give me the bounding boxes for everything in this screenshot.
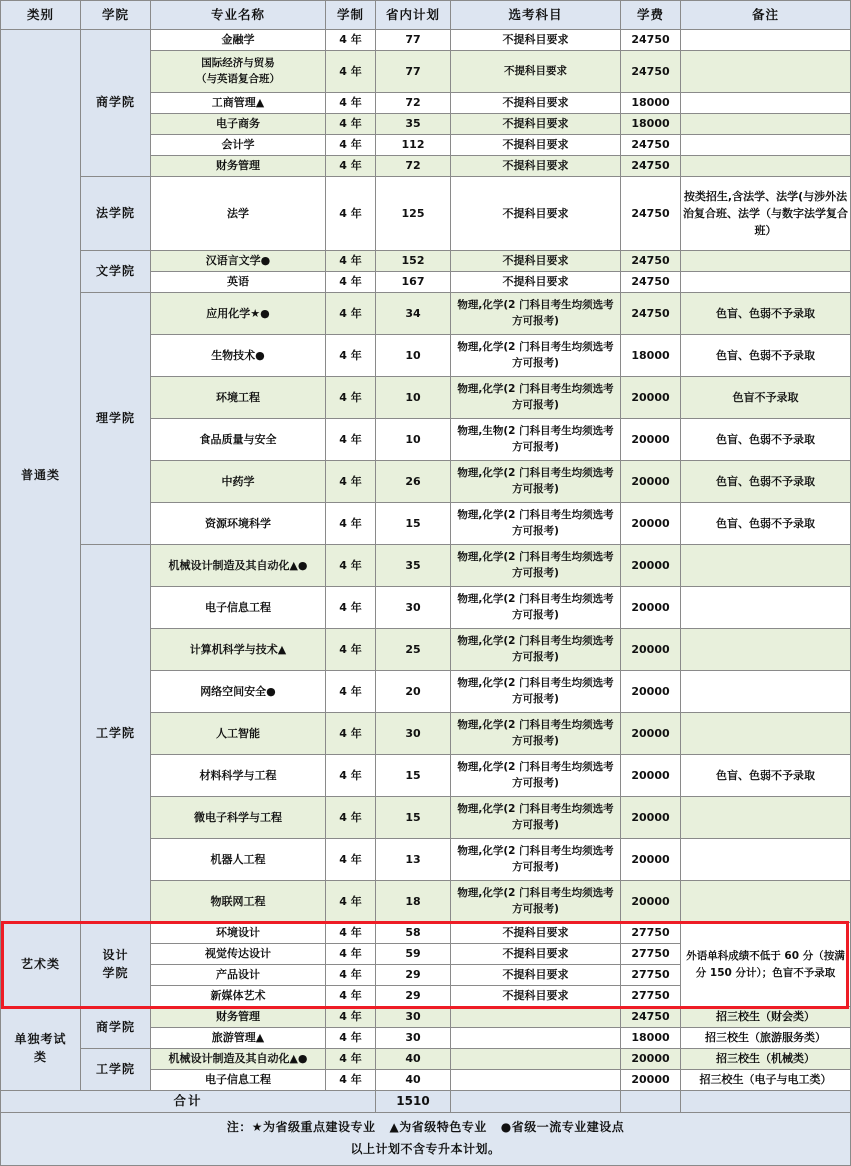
footer-mark-1: ▲为省级特色专业 — [389, 1120, 487, 1134]
footer-note-line2: 以上计划不含专升本计划。 — [350, 1141, 501, 1156]
tuition-cell: 20000 — [621, 419, 681, 461]
tuition-cell: 24750 — [621, 51, 681, 93]
duration-cell: 4 年 — [326, 755, 376, 797]
provincial-plan-cell: 167 — [376, 272, 451, 293]
major-name-cell: 法学 — [151, 177, 326, 251]
major-name-cell: 产品设计 — [151, 965, 326, 986]
elective-subject-cell — [451, 1049, 621, 1070]
total-blank-remark — [681, 1091, 851, 1113]
remark-cell: 色盲、色弱不予录取 — [681, 335, 851, 377]
tuition-cell: 24750 — [621, 156, 681, 177]
footer-note-row — [1, 1113, 851, 1166]
elective-subject-cell: 物理,化学(2 门科目考生均须选考方可报考) — [451, 335, 621, 377]
duration-cell: 4 年 — [326, 1049, 376, 1070]
provincial-plan-cell: 29 — [376, 986, 451, 1007]
elective-subject-cell: 物理,化学(2 门科目考生均须选考方可报考) — [451, 797, 621, 839]
major-name-cell: 材料科学与工程 — [151, 755, 326, 797]
table-row — [1, 30, 851, 51]
elective-subject-cell: 不提科目要求 — [451, 93, 621, 114]
major-name-cell: 电子商务 — [151, 114, 326, 135]
major-name-cell: 资源环境科学 — [151, 503, 326, 545]
duration-cell: 4 年 — [326, 135, 376, 156]
provincial-plan-cell: 26 — [376, 461, 451, 503]
elective-subject-cell: 物理,化学(2 门科目考生均须选考方可报考) — [451, 671, 621, 713]
tuition-cell: 20000 — [621, 839, 681, 881]
elective-subject-cell — [451, 1007, 621, 1028]
tuition-cell: 20000 — [621, 671, 681, 713]
column-header-tuition: 学费 — [621, 1, 681, 30]
remark-cell — [681, 272, 851, 293]
elective-subject-cell: 不提科目要求 — [451, 156, 621, 177]
major-name-cell: 机械设计制造及其自动化▲● — [151, 545, 326, 587]
tuition-cell: 18000 — [621, 1028, 681, 1049]
tuition-cell: 24750 — [621, 293, 681, 335]
tuition-cell: 27750 — [621, 923, 681, 944]
footer-note-line1: 注：★为省级重点建设专业 ▲为省级特色专业 ●省级一流专业建设点 — [226, 1120, 625, 1134]
remark-cell — [681, 797, 851, 839]
table-row — [1, 923, 851, 944]
duration-cell: 4 年 — [326, 713, 376, 755]
elective-subject-cell: 物理,化学(2 门科目考生均须选考方可报考) — [451, 545, 621, 587]
major-name-cell: 金融学 — [151, 30, 326, 51]
remark-cell — [681, 251, 851, 272]
major-name-cell: 财务管理 — [151, 156, 326, 177]
table-row — [1, 1007, 851, 1028]
footer-note-cell — [1, 1113, 851, 1166]
remark-cell: 色盲、色弱不予录取 — [681, 293, 851, 335]
provincial-plan-cell: 40 — [376, 1049, 451, 1070]
category-cell-0: 普通类 — [1, 30, 81, 923]
tuition-cell: 18000 — [621, 114, 681, 135]
provincial-plan-cell: 15 — [376, 503, 451, 545]
table-header — [1, 1, 851, 30]
tuition-cell: 24750 — [621, 1007, 681, 1028]
remark-cell — [681, 629, 851, 671]
elective-subject-cell: 不提科目要求 — [451, 114, 621, 135]
remark-cell — [681, 671, 851, 713]
elective-subject-cell: 物理,化学(2 门科目考生均须选考方可报考) — [451, 713, 621, 755]
major-name-cell: 新媒体艺术 — [151, 986, 326, 1007]
provincial-plan-cell: 13 — [376, 839, 451, 881]
column-header-duration: 学制 — [326, 1, 376, 30]
duration-cell: 4 年 — [326, 986, 376, 1007]
remark-cell: 按类招生,含法学、法学(与涉外法治复合班、法学（与数字法学复合班） — [681, 177, 851, 251]
column-header-college: 学院 — [81, 1, 151, 30]
provincial-plan-cell: 58 — [376, 923, 451, 944]
tuition-cell: 24750 — [621, 135, 681, 156]
remark-cell — [681, 156, 851, 177]
tuition-cell: 27750 — [621, 986, 681, 1007]
remark-cell: 招三校生（机械类） — [681, 1049, 851, 1070]
duration-cell: 4 年 — [326, 114, 376, 135]
duration-cell: 4 年 — [326, 293, 376, 335]
tuition-cell: 20000 — [621, 377, 681, 419]
duration-cell: 4 年 — [326, 545, 376, 587]
provincial-plan-cell: 10 — [376, 419, 451, 461]
remark-cell — [681, 135, 851, 156]
elective-subject-cell: 不提科目要求 — [451, 135, 621, 156]
header-row — [1, 1, 851, 30]
elective-subject-cell: 物理,化学(2 门科目考生均须选考方可报考) — [451, 587, 621, 629]
college-cell: 理学院 — [81, 293, 151, 545]
major-name-cell: 机器人工程 — [151, 839, 326, 881]
major-name-cell: 应用化学★● — [151, 293, 326, 335]
elective-subject-cell: 物理,生物(2 门科目考生均须选考方可报考) — [451, 419, 621, 461]
remark-cell: 色盲、色弱不予录取 — [681, 419, 851, 461]
elective-subject-cell: 不提科目要求 — [451, 30, 621, 51]
duration-cell: 4 年 — [326, 1028, 376, 1049]
college-cell: 工学院 — [81, 1049, 151, 1091]
provincial-plan-cell: 30 — [376, 1028, 451, 1049]
elective-subject-cell: 物理,化学(2 门科目考生均须选考方可报考) — [451, 881, 621, 923]
duration-cell: 4 年 — [326, 1007, 376, 1028]
category-cell-2: 单独考试 类 — [1, 1007, 81, 1091]
duration-cell: 4 年 — [326, 965, 376, 986]
provincial-plan-cell: 30 — [376, 1007, 451, 1028]
major-name-cell: 财务管理 — [151, 1007, 326, 1028]
college-cell: 设计 学院 — [81, 923, 151, 1007]
provincial-plan-cell: 125 — [376, 177, 451, 251]
duration-cell: 4 年 — [326, 335, 376, 377]
duration-cell: 4 年 — [326, 629, 376, 671]
remark-cell: 色盲、色弱不予录取 — [681, 503, 851, 545]
major-name-cell: 微电子科学与工程 — [151, 797, 326, 839]
remark-cell — [681, 51, 851, 93]
elective-subject-cell: 不提科目要求 — [451, 177, 621, 251]
total-label: 合计 — [1, 1091, 376, 1113]
table-row — [1, 293, 851, 335]
elective-subject-cell: 不提科目要求 — [451, 51, 621, 93]
provincial-plan-cell: 59 — [376, 944, 451, 965]
duration-cell: 4 年 — [326, 156, 376, 177]
provincial-plan-cell: 72 — [376, 156, 451, 177]
remark-cell: 招三校生（财会类） — [681, 1007, 851, 1028]
duration-cell: 4 年 — [326, 272, 376, 293]
duration-cell: 4 年 — [326, 177, 376, 251]
major-name-cell: 环境设计 — [151, 923, 326, 944]
major-name-cell: 电子信息工程 — [151, 1070, 326, 1091]
duration-cell: 4 年 — [326, 797, 376, 839]
provincial-plan-cell: 40 — [376, 1070, 451, 1091]
elective-subject-cell: 物理,化学(2 门科目考生均须选考方可报考) — [451, 503, 621, 545]
college-cell: 法学院 — [81, 177, 151, 251]
remark-cell — [681, 881, 851, 923]
tuition-cell: 20000 — [621, 1049, 681, 1070]
tuition-cell: 20000 — [621, 1070, 681, 1091]
provincial-plan-cell: 112 — [376, 135, 451, 156]
major-name-cell: 物联网工程 — [151, 881, 326, 923]
footer-mark-2: ●省级一流专业建设点 — [500, 1120, 625, 1134]
duration-cell: 4 年 — [326, 503, 376, 545]
tuition-cell: 20000 — [621, 629, 681, 671]
remark-cell — [681, 30, 851, 51]
duration-cell: 4 年 — [326, 1070, 376, 1091]
duration-cell: 4 年 — [326, 839, 376, 881]
total-value: 1510 — [376, 1091, 451, 1113]
elective-subject-cell: 物理,化学(2 门科目考生均须选考方可报考) — [451, 293, 621, 335]
remark-cell: 色盲不予录取 — [681, 377, 851, 419]
duration-cell: 4 年 — [326, 377, 376, 419]
tuition-cell: 27750 — [621, 965, 681, 986]
tuition-cell: 20000 — [621, 797, 681, 839]
duration-cell: 4 年 — [326, 419, 376, 461]
tuition-cell: 24750 — [621, 30, 681, 51]
major-name-cell: 计算机科学与技术▲ — [151, 629, 326, 671]
elective-subject-cell: 不提科目要求 — [451, 272, 621, 293]
major-name-cell: 生物技术● — [151, 335, 326, 377]
remark-cell — [681, 713, 851, 755]
remark-cell: 色盲、色弱不予录取 — [681, 461, 851, 503]
major-name-cell: 机械设计制造及其自动化▲● — [151, 1049, 326, 1070]
elective-subject-cell: 不提科目要求 — [451, 965, 621, 986]
tuition-cell: 20000 — [621, 755, 681, 797]
major-name-cell: 汉语言文学● — [151, 251, 326, 272]
tuition-cell: 18000 — [621, 335, 681, 377]
column-header-remark: 备注 — [681, 1, 851, 30]
category-cell-1: 艺术类 — [1, 923, 81, 1007]
provincial-plan-cell: 35 — [376, 545, 451, 587]
elective-subject-cell: 物理,化学(2 门科目考生均须选考方可报考) — [451, 839, 621, 881]
tuition-cell: 20000 — [621, 881, 681, 923]
major-name-cell: 视觉传达设计 — [151, 944, 326, 965]
duration-cell: 4 年 — [326, 461, 376, 503]
elective-subject-cell: 物理,化学(2 门科目考生均须选考方可报考) — [451, 629, 621, 671]
duration-cell: 4 年 — [326, 251, 376, 272]
remark-cell — [681, 93, 851, 114]
duration-cell: 4 年 — [326, 881, 376, 923]
remark-cell: 色盲、色弱不予录取 — [681, 755, 851, 797]
tuition-cell: 18000 — [621, 93, 681, 114]
provincial-plan-cell: 77 — [376, 51, 451, 93]
provincial-plan-cell: 15 — [376, 755, 451, 797]
major-name-cell: 人工智能 — [151, 713, 326, 755]
tuition-cell: 20000 — [621, 545, 681, 587]
tuition-cell: 20000 — [621, 587, 681, 629]
table-row — [1, 1049, 851, 1070]
provincial-plan-cell: 20 — [376, 671, 451, 713]
elective-subject-cell: 不提科目要求 — [451, 251, 621, 272]
total-row — [1, 1091, 851, 1113]
duration-cell: 4 年 — [326, 671, 376, 713]
major-name-cell: 工商管理▲ — [151, 93, 326, 114]
remark-cell: 招三校生（电子与电工类） — [681, 1070, 851, 1091]
duration-cell: 4 年 — [326, 944, 376, 965]
elective-subject-cell: 不提科目要求 — [451, 986, 621, 1007]
elective-subject-cell: 不提科目要求 — [451, 944, 621, 965]
duration-cell: 4 年 — [326, 923, 376, 944]
provincial-plan-cell: 18 — [376, 881, 451, 923]
provincial-plan-cell: 72 — [376, 93, 451, 114]
table-row — [1, 177, 851, 251]
college-cell: 工学院 — [81, 545, 151, 923]
total-blank-fee — [621, 1091, 681, 1113]
college-cell: 商学院 — [81, 1007, 151, 1049]
college-cell: 文学院 — [81, 251, 151, 293]
tuition-cell: 27750 — [621, 944, 681, 965]
major-name-cell: 国际经济与贸易 （与英语复合班） — [151, 51, 326, 93]
column-header-major: 专业名称 — [151, 1, 326, 30]
tuition-cell: 24750 — [621, 272, 681, 293]
major-name-cell: 英语 — [151, 272, 326, 293]
provincial-plan-cell: 29 — [376, 965, 451, 986]
table-row — [1, 251, 851, 272]
elective-subject-cell: 物理,化学(2 门科目考生均须选考方可报考) — [451, 461, 621, 503]
elective-subject-cell — [451, 1028, 621, 1049]
major-name-cell: 旅游管理▲ — [151, 1028, 326, 1049]
tuition-cell: 20000 — [621, 461, 681, 503]
elective-subject-cell: 不提科目要求 — [451, 923, 621, 944]
major-name-cell: 环境工程 — [151, 377, 326, 419]
provincial-plan-cell: 152 — [376, 251, 451, 272]
major-name-cell: 电子信息工程 — [151, 587, 326, 629]
elective-subject-cell: 物理,化学(2 门科目考生均须选考方可报考) — [451, 755, 621, 797]
column-header-elective-subject: 选考科目 — [451, 1, 621, 30]
remark-cell — [681, 587, 851, 629]
table-row — [1, 545, 851, 587]
elective-subject-cell — [451, 1070, 621, 1091]
remark-cell — [681, 114, 851, 135]
duration-cell: 4 年 — [326, 587, 376, 629]
provincial-plan-cell: 30 — [376, 587, 451, 629]
tuition-cell: 24750 — [621, 251, 681, 272]
total-blank-subject — [451, 1091, 621, 1113]
major-name-cell: 中药学 — [151, 461, 326, 503]
duration-cell: 4 年 — [326, 51, 376, 93]
tuition-cell: 24750 — [621, 177, 681, 251]
major-name-cell: 食品质量与安全 — [151, 419, 326, 461]
duration-cell: 4 年 — [326, 30, 376, 51]
elective-subject-cell: 物理,化学(2 门科目考生均须选考方可报考) — [451, 377, 621, 419]
provincial-plan-cell: 25 — [376, 629, 451, 671]
tuition-cell: 20000 — [621, 713, 681, 755]
major-name-cell: 会计学 — [151, 135, 326, 156]
remark-cell — [681, 839, 851, 881]
column-header-category: 类别 — [1, 1, 81, 30]
provincial-plan-cell: 35 — [376, 114, 451, 135]
major-name-cell: 网络空间安全● — [151, 671, 326, 713]
remark-cell — [681, 545, 851, 587]
provincial-plan-cell: 10 — [376, 335, 451, 377]
tuition-cell: 20000 — [621, 503, 681, 545]
remark-cell: 招三校生（旅游服务类） — [681, 1028, 851, 1049]
footer-mark-0: ★为省级重点建设专业 — [251, 1120, 376, 1134]
remark-cell: 外语单科成绩不低于 60 分（按满分 150 分计）；色盲不予录取 — [681, 923, 851, 1007]
duration-cell: 4 年 — [326, 93, 376, 114]
provincial-plan-cell: 15 — [376, 797, 451, 839]
provincial-plan-cell: 30 — [376, 713, 451, 755]
column-header-provincial-plan: 省内计划 — [376, 1, 451, 30]
table-body — [1, 30, 851, 1166]
provincial-plan-cell: 77 — [376, 30, 451, 51]
college-cell: 商学院 — [81, 30, 151, 177]
provincial-plan-cell: 10 — [376, 377, 451, 419]
provincial-plan-cell: 34 — [376, 293, 451, 335]
